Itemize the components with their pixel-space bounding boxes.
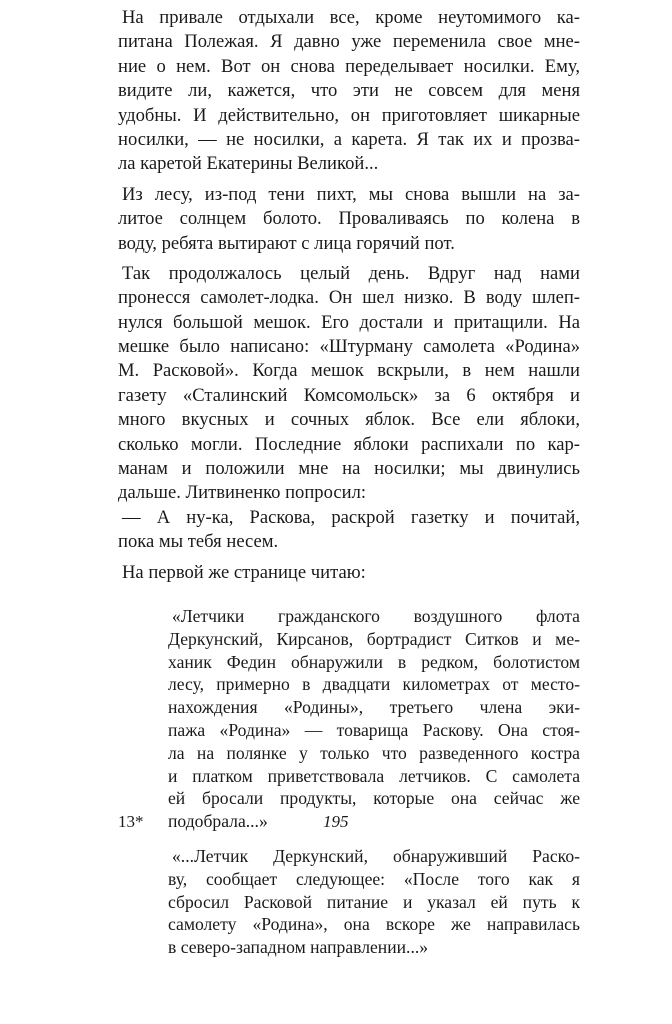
text-line: «...Летчик Деркунский, обнаруживший Раско-	[172, 845, 580, 866]
text-line: много вкусных и сочных яблок. Все ели яблоки,	[118, 409, 580, 431]
text-line: — А ну-ка, Раскова, раскрой газетку и почитай,	[122, 506, 580, 528]
paragraph	[118, 262, 580, 506]
text-line: манам и положили мне на носилки; мы двинулись	[118, 458, 580, 480]
text-line: лесу, примерно в двадцати километрах от место-	[168, 674, 580, 695]
text-line: На первой же странице читаю:	[122, 561, 366, 583]
text-line: сколько могли. Последние яблоки распихали по кар-	[118, 433, 580, 455]
text-line: дальше. Литвиненко попросил:	[118, 482, 367, 504]
text-line: «Летчики гражданского воздушного флота	[172, 605, 580, 626]
text-line: газету «Сталинский Комсомольск» за 6 октября и	[118, 384, 580, 406]
text-line: Деркунский, Кирсанов, бортрадист Ситков и ме-	[168, 628, 580, 649]
text-line: и платком приветствовала летчиков. С самолета	[168, 765, 580, 786]
quoted-newspaper-text	[168, 605, 580, 833]
text-line: пронесся самолет-лодка. Он шел низко. В воду шлеп-	[118, 287, 580, 309]
text-line: в северо-западном направлении...»	[168, 937, 429, 958]
paragraph	[118, 183, 580, 256]
text-line: нулся большой мешок. Его достали и притащили. На	[118, 311, 580, 333]
text-line: ву, сообщает следующее: «После того как я	[168, 868, 580, 889]
text-line: самолету «Родина», она вскоре же направилась	[168, 914, 580, 935]
paragraph	[118, 6, 580, 177]
text-line: ние о нем. Вот он снова переделывает носилки. Ему,	[118, 55, 580, 77]
text-line: носилки, — не носилки, а карета. Я так их и прозва-	[118, 128, 580, 150]
text-line: подобрала...»	[168, 811, 268, 832]
text-line: На привале отдыхали все, кроме неутомимого ка-	[122, 7, 580, 28]
text-line: удобны. И действительно, он приготовляет шикарные	[118, 104, 580, 126]
quoted-newspaper-text	[168, 845, 580, 959]
text-line: М. Расковой». Когда мешок вскрыли, в нем нашли	[118, 360, 580, 382]
text-line: ей бросали продукты, которые она сейчас же	[168, 788, 580, 809]
text-line: нахождения «Родины», третьего члена эки-	[168, 697, 580, 718]
text-line: ла на полянке у только что разведенного костра	[168, 742, 580, 763]
text-line: литое солнцем болото. Проваливаясь по колена в	[118, 208, 580, 230]
text-line: питана Полежая. Я давно уже переменила свое мне-	[118, 31, 580, 53]
text-line: пажа «Родина» — товарища Раскову. Она стоя-	[168, 719, 580, 740]
text-line: Из лесу, из-под тени пихт, мы снова вышли на за-	[122, 183, 580, 205]
signature-mark: 13*	[118, 812, 144, 831]
text-line: сбросил Расковой питание и указал ей путь к	[168, 891, 580, 912]
page-number: 195	[323, 812, 349, 831]
text-line: видите ли, кажется, что эти не совсем для меня	[118, 80, 580, 102]
paragraph	[118, 561, 580, 585]
text-line: ла каретой Екатерины Великой...	[118, 153, 379, 175]
text-line: ханик Федин обнаружили в редком, болотистом	[168, 651, 580, 672]
text-line: Так продолжалось целый день. Вдруг над нами	[122, 262, 580, 284]
dialogue-paragraph	[118, 506, 580, 555]
text-line: мешке было написано: «Штурману самолета «Родина»	[118, 336, 580, 358]
page-footer	[118, 812, 580, 836]
text-line: воду, ребята вытирают с лица горячий пот.	[118, 232, 455, 254]
text-line: пока мы тебя несем.	[118, 531, 279, 553]
